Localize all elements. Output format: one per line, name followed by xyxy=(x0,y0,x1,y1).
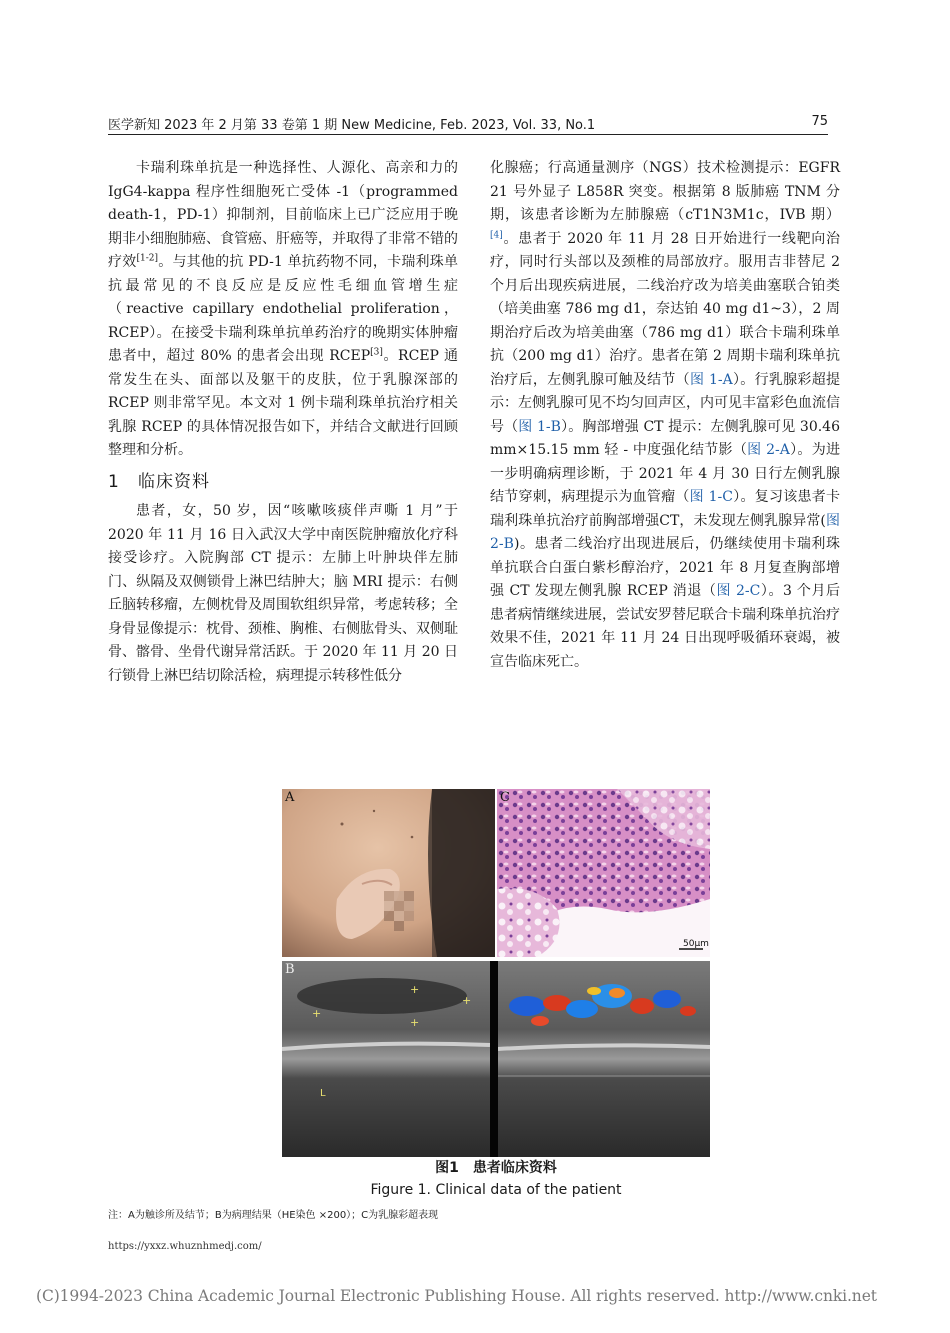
left-column xyxy=(108,157,458,688)
section-heading xyxy=(108,471,458,495)
panel-a-label: A xyxy=(285,790,295,805)
svg-text:+: + xyxy=(410,1016,420,1029)
fig-ref-1b[interactable]: 图 1-B xyxy=(518,418,561,435)
fig-ref-1c[interactable]: 图 1-C xyxy=(689,489,733,505)
journal-url-link[interactable]: https://yxxz.whuznhmedj.com/ xyxy=(108,1241,262,1252)
header-rule xyxy=(108,134,828,135)
intro-paragraph: 卡瑞利珠单抗是一种选择性、人源化、高亲和力的 IgG4-kappa 程序性细胞死亡受体 -1（programmed death-1，PD-1）抑制剂，目前临床上已广泛应用于晚期非小细胞肺癌、食管癌、肝癌等，并取得了非常不错的疗效[1-2]。与其他的抗 PD-1 单抗药物不同，卡瑞利珠单抗最常见的不良反应是反应性毛细血管增生症（reactive capillary endothelial proliferation，RCEP）。在接受卡瑞利珠单抗单药治疗的晚期实体肿瘤患者中，超过 80% 的患者会出现 RCEP[3]。RCEP 通常发生在头、面部以及躯干的皮肤，位于乳腺深部的 RCEP 则非常罕见。本文对 1 例卡瑞利珠单抗治疗相关乳腺 RCEP 的具体情况报告如下，并结合文献进行回顾整理和分析。 xyxy=(108,160,458,458)
case-paragraph-start: 患者，女，50 岁，因“咳嗽咳痰伴声嘶 1 月”于 2020 年 11 月 16 日入武汉大学中南医院肿瘤放化疗科接受诊疗。入院胸部 CT 提示：左肺上叶肿块伴左肺门、纵隔及双侧锁骨上淋巴结肿大；脑 MRI 提示：右侧丘脑转移瘤，左侧枕骨及周围软组织异常，考虑转移；全身骨显像提示：枕骨、颈椎、胸椎、右侧肱骨头、双侧耻骨、髂骨、坐骨代谢异常活跃。于 2020 年 11 月 20 日行锁骨上淋巴结切除活检，病理提示转移性低分 xyxy=(108,503,458,684)
svg-text:+: + xyxy=(462,994,472,1007)
palpation-photo xyxy=(282,789,495,957)
panel-c-label: C xyxy=(500,790,510,805)
right-column xyxy=(490,157,840,674)
figure-1 xyxy=(282,789,710,1157)
page-number: 75 xyxy=(811,114,828,129)
he-stain-image xyxy=(497,789,710,957)
ultrasound-image xyxy=(282,961,710,1157)
panel-a-photo xyxy=(282,789,495,957)
ultrasound-marker-left: L xyxy=(320,1088,326,1099)
citation-3[interactable]: [3] xyxy=(370,347,383,358)
fig-ref-1a[interactable]: 图 1-A xyxy=(689,371,733,388)
section-number: 1 xyxy=(108,471,120,492)
figure-caption-cn: 图1 患者临床资料 xyxy=(435,1160,557,1176)
fig-ref-2c[interactable]: 图 2-C xyxy=(716,583,761,599)
panel-c-histology xyxy=(497,789,710,957)
citation-1-2[interactable]: [1-2] xyxy=(136,253,158,264)
copyright-watermark: (C)1994-2023 China Academic Journal Electronic Publishing House. All rights reserved. http://www.cnki.net xyxy=(36,1287,877,1305)
panel-b-label: B xyxy=(285,962,295,977)
panel-b-ultrasound xyxy=(282,961,710,1157)
journal-citation: 医学新知 2023 年 2 月第 33 卷第 1 期 New Medicine, Feb. 2023, Vol. 33, No.1 xyxy=(108,118,596,133)
case-paragraph-continued: 化腺癌；行高通量测序（NGS）技术检测提示：EGFR 21 号外显子 L858R 突变。根据第 8 版肺癌 TNM 分期，该患者诊断为左肺腺癌（cT1N3M1c，IVB 期）[4]。患者于 2020 年 11 月 28 日开始进行一线靶向治疗，同时行头部以及颈椎的局部放疗。服用吉非替尼 2 个月后出现疾病进展，二线治疗改为培美曲塞联合铂类（培美曲塞 786 mg d1，奈达铂 40 mg d1~3），2 周期治疗后改为培美曲塞（786 mg d1）联合卡瑞利珠单抗（200 mg d1）治疗。患者在第 2 周期卡瑞利珠单抗治疗后，左侧乳腺可触及结节（图 1-A）。行乳腺彩超提示：左侧乳腺可见不均匀回声区，内可见丰富彩色血流信号（图 1-B）。胸部增强 CT 提示：左侧乳腺可见 30.46 mm×15.15 mm 轻 - 中度强化结节影（图 2-A）。为进一步明确病理诊断，于 2021 年 4 月 30 日行左侧乳腺结节穿刺，病理提示为血管瘤（图 1-C）。复习该患者卡瑞利珠单抗治疗前胸部增强CT，未发现左侧乳腺异常(图 2-B)。患者二线治疗出现进展后，仍继续使用卡瑞利珠单抗联合白蛋白紫杉醇治疗，2021 年 8 月复查胸部增强 CT 发现左侧乳腺 RCEP 消退（图 2-C）。3 个月后患者病情继续进展，尝试安罗替尼联合卡瑞利珠单抗治疗效果不佳，2021 年 11 月 24 日出现呼吸循环衰竭，被宣告临床死亡。 xyxy=(490,160,841,670)
svg-text:+: + xyxy=(312,1007,322,1020)
figure-note: 注：A为触诊所及结节；B为病理结果（HE染色 ×200）；C为乳腺彩超表现 xyxy=(108,1210,439,1221)
svg-text:+: + xyxy=(410,983,420,996)
scale-bar-label: 50μm xyxy=(683,939,709,949)
figure-caption-en: Figure 1. Clinical data of the patient xyxy=(370,1182,622,1198)
running-header xyxy=(108,112,828,136)
citation-4[interactable]: [4] xyxy=(490,229,503,240)
section-title: 临床资料 xyxy=(138,471,210,492)
fig-ref-2a[interactable]: 图 2-A xyxy=(747,442,790,458)
fig-ref-2b[interactable]: 图 2-B xyxy=(490,512,841,552)
